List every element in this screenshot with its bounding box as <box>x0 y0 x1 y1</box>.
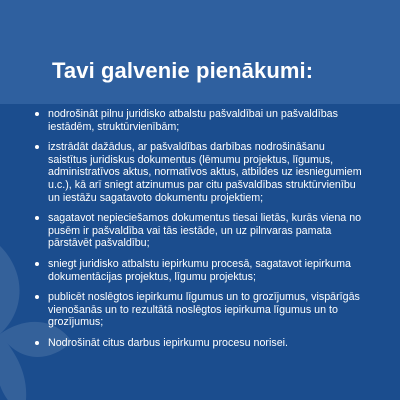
duty-text: Nodrošināt citus darbus iepirkumu procesu norisei. <box>48 336 288 349</box>
duty-text: nodrošināt pilnu juridisko atbalstu pašvaldībai un pašvaldības iestādēm, struktūrvienībām; <box>48 108 338 133</box>
duty-item <box>0 108 366 133</box>
bullet-dot-icon <box>35 341 39 345</box>
duty-text: sniegt juridisko atbalstu iepirkumu procesā, sagatavot iepirkuma dokumentācijas projektus, līgumu projektus; <box>48 257 351 283</box>
duty-item <box>0 141 366 204</box>
duty-item <box>0 258 366 283</box>
duties-list <box>0 108 400 358</box>
bullet-dot-icon <box>35 112 39 116</box>
bullet-dot-icon <box>35 295 39 299</box>
duty-item <box>0 212 366 250</box>
duty-text: publicēt noslēgtos iepirkumu līgumus un to grozījumus, vispārīgās vienošanās un to rezultātā noslēgtos iepirkuma līgumus un to grozījumus; <box>48 291 360 329</box>
bullet-dot-icon <box>35 145 39 149</box>
duty-text: izstrādāt dažādus, ar pašvaldības darbības nodrošināšanu saistītus juridiskus dokumentus (lēmumu projektus, līgumus, administratīvos aktus, normatīvos aktus, atbildes uz iesniegumiem u.c.), kā arī sniegt atzinumus par citu pašvaldības struktūrvienību un iestāžu sagatavoto dokumentu projektiem; <box>48 141 362 204</box>
header-band <box>0 0 400 104</box>
duty-item <box>0 291 366 329</box>
bullet-dot-icon <box>35 216 39 220</box>
bullet-dot-icon <box>35 262 39 266</box>
page-title: Tavi galvenie pienākumi: <box>52 58 314 83</box>
duty-text: sagatavot nepieciešamos dokumentus tiesai lietās, kurās viena no pusēm ir pašvaldība vai tās iestāde, un uz pilnvaras pamata pārstāvēt pašvaldību; <box>48 212 362 250</box>
duty-item <box>0 337 366 350</box>
